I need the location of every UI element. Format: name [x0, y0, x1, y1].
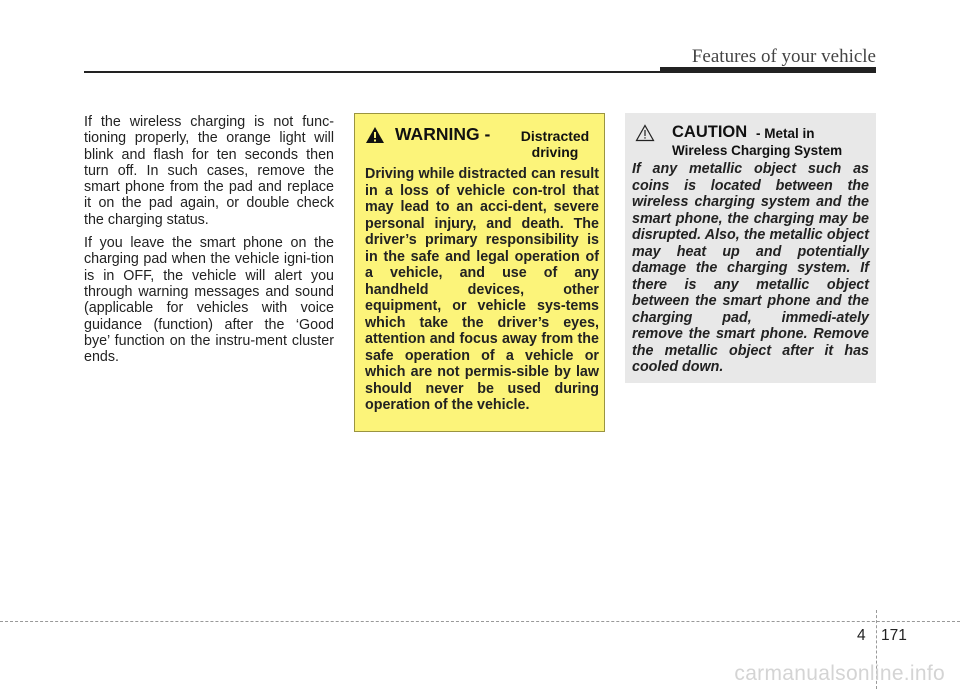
caution-triangle-icon [635, 124, 655, 142]
page-header-title: Features of your vehicle [691, 46, 876, 67]
left-column-text [84, 114, 334, 372]
chapter-number: 4 [857, 627, 866, 644]
warning-subtitle: Distracted driving [520, 128, 590, 160]
caution-subtitle-2: Wireless Charging System [672, 143, 843, 158]
page-number: 171 [881, 627, 907, 644]
warning-body-text: Driving while distracted can result in a loss of vehicle con-trol that may lead to an acci-dent, severe personal injury, and death. The driver’s primary responsibility is in the safe and legal operation of a vehicle, and use of any handheld devices, other equipment, or vehicle sys-tems which take the driver’s eyes, attention and focus away from the safe operation of a vehicle or which are not permis-sible by law should never be used during operation of the vehicle. [365, 166, 599, 413]
caution-subtitle-1: - Metal in [756, 126, 815, 141]
header-rule-accent [660, 67, 876, 73]
paragraph-charging-status: If the wireless charging is not func-tioning properly, the orange light will blink and flash for ten seconds then turn off. In such cases, remove the smart phone from the pad and replace it on the pad again, or double check the charging status. [84, 114, 334, 228]
caution-title: CAUTION [672, 123, 748, 141]
warning-triangle-icon [365, 126, 385, 144]
watermark-text: carmanualsonline.info [734, 662, 945, 685]
paragraph-phone-left-alert: If you leave the smart phone on the charging pad when the vehicle igni-tion is in OFF, the vehicle will alert you through warning messages and sound (applicable for vehicles with voice guidance (function) after the ‘Good bye’ function on the instru-ment cluster ends. [84, 235, 334, 366]
caution-box [625, 113, 876, 383]
warning-title: WARNING - [395, 124, 491, 144]
warning-box [354, 113, 605, 432]
footer-rule [0, 621, 960, 622]
caution-body-text: If any metallic object such as coins is located between the wireless charging system and the smart phone, the charging may be disrupted. Also, the metallic object may heat up and potentially damage the charging system. If there is any metallic object between the smart phone and the charging pad, immedi-ately remove the smart phone. Remove the metallic object after it has cooled down. [632, 161, 869, 375]
